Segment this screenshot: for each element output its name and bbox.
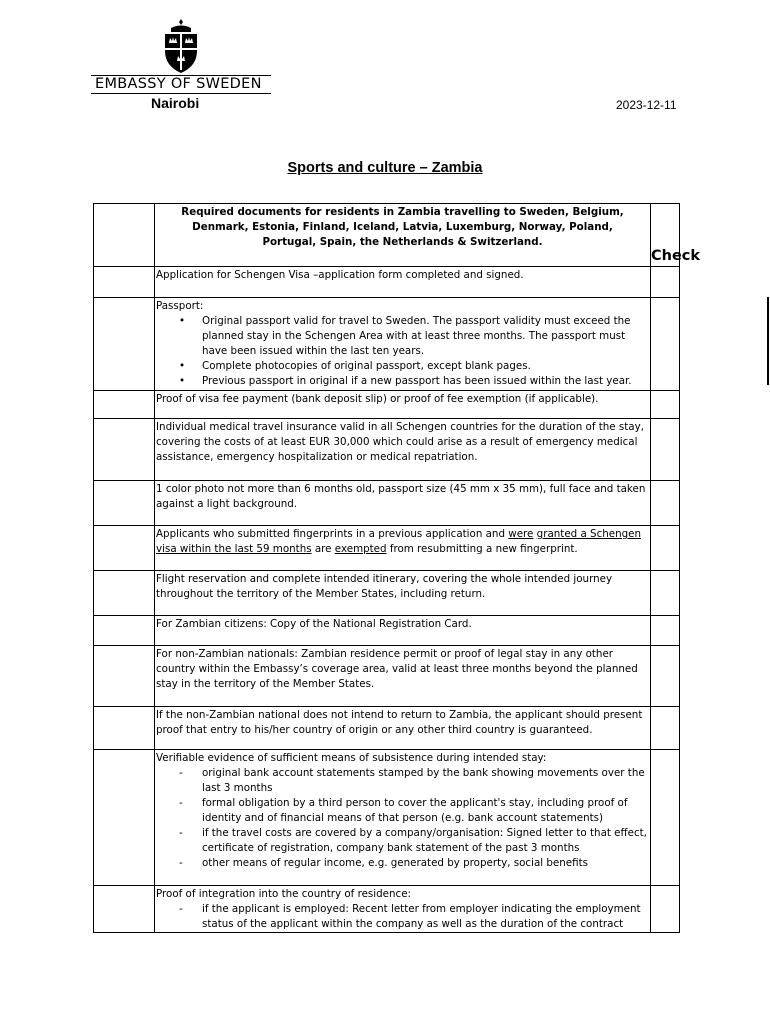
table-row [94, 571, 680, 616]
list-item: - if the applicant is employed: Recent letter from employer indicating the employment status of the applicant within the company as well as the duration of the contract [156, 902, 650, 932]
requirement-visa-fee: Proof of visa fee payment (bank deposit slip) or proof of fee exemption (if applicable). [155, 391, 651, 419]
passport-list [156, 314, 650, 389]
table-row [94, 267, 680, 298]
list-item: - if the travel costs are covered by a company/organisation: Signed letter to that effect, certificate of registration, company bank statement of the past 3 months [156, 826, 650, 856]
requirement-subsistence [155, 750, 651, 886]
list-item: • Complete photocopies of original passport, except blank pages. [156, 359, 650, 374]
requirement-fingerprints: Applicants who submitted fingerprints in a previous application and were granted a Schengen visa within the last 59 months are exempted from resubmitting a new fingerprint. [155, 526, 651, 571]
check-box[interactable] [651, 481, 680, 526]
check-box[interactable] [651, 571, 680, 616]
requirement-application-form: Application for Schengen Visa –application form completed and signed. [155, 267, 651, 298]
requirement-integration [155, 886, 651, 933]
requirement-nrc: For Zambian citizens: Copy of the National Registration Card. [155, 616, 651, 646]
table-row [94, 750, 680, 886]
letterhead-rule-bottom [91, 93, 271, 94]
subsistence-intro: Verifiable evidence of sufficient means of subsistence during intended stay: [156, 752, 547, 764]
check-box[interactable] [651, 419, 680, 481]
list-item: - formal obligation by a third person to cover the applicant's stay, including proof of identity and of financial means of that person (e.g. bank account statements) [156, 796, 650, 826]
requirement-insurance: Individual medical travel insurance valid in all Schengen countries for the duration of the stay, covering the costs of at least EUR 30,000 which could arise as a result of emergency medical assistance, emergency hospitalization or medical repatriation. [155, 419, 651, 481]
check-box[interactable] [651, 707, 680, 750]
table-row [94, 298, 680, 391]
requirements-table [93, 203, 701, 933]
table-row [94, 707, 680, 750]
table-row [94, 419, 680, 481]
table-header-text: Required documents for residents in Zambia travelling to Sweden, Belgium, Denmark, Estonia, Finland, Iceland, Latvia, Luxemburg, Norway, Poland, Portugal, Spain, the Netherlands & Switzerland. [155, 204, 651, 267]
check-box[interactable] [651, 526, 680, 571]
check-box[interactable] [651, 267, 680, 298]
document-title: Sports and culture – Zambia [287, 160, 483, 176]
requirement-return-guarantee: If the non-Zambian national does not intend to return to Zambia, the applicant should present proof that entry to his/her country of origin or any other third country is guaranteed. [155, 707, 651, 750]
requirement-residence-permit: For non-Zambian nationals: Zambian residence permit or proof of legal stay in any other country within the Embassy’s coverage area, valid at least three months beyond the planned stay in the territory of the Member States. [155, 646, 651, 707]
list-item: - other means of regular income, e.g. generated by property, social benefits [156, 856, 650, 871]
document-date: 2023-12-11 [616, 98, 677, 112]
integration-intro: Proof of integration into the country of residence: [156, 888, 412, 900]
table-row [94, 616, 680, 646]
swedish-coat-of-arms-logo [160, 18, 202, 74]
subsistence-list [156, 766, 650, 871]
embassy-city: Nairobi [151, 95, 200, 111]
table-row [94, 391, 680, 419]
check-column-header [651, 204, 701, 267]
list-item: - original bank account statements stamped by the bank showing movements over the last 3 months [156, 766, 650, 796]
check-box[interactable] [651, 750, 680, 886]
check-box[interactable] [651, 886, 680, 933]
table-row [94, 526, 680, 571]
check-label: Check [651, 248, 701, 264]
table-row [94, 481, 680, 526]
embassy-name: EMBASSY OF SWEDEN [95, 76, 262, 92]
integration-list [156, 902, 650, 932]
check-box[interactable] [651, 646, 680, 707]
requirement-flight: Flight reservation and complete intended itinerary, covering the whole intended journey throughout the territory of the Member States, including return. [155, 571, 651, 616]
requirement-photo: 1 color photo not more than 6 months old, passport size (45 mm x 35 mm), full face and taken against a light background. [155, 481, 651, 526]
table-row [94, 886, 680, 933]
check-box[interactable] [651, 616, 680, 646]
requirement-passport [155, 298, 651, 391]
list-item: • Original passport valid for travel to Sweden. The passport validity must exceed the planned stay in the Schengen Area with at least three months. The passport must have been issued within the last ten years. [156, 314, 650, 359]
table-header-row [94, 204, 680, 267]
empty-cell [94, 204, 155, 267]
list-item: • Previous passport in original if a new passport has been issued within the last year. [156, 374, 650, 389]
margin-mark [767, 297, 769, 385]
table-row [94, 646, 680, 707]
passport-intro: Passport: [156, 300, 204, 312]
check-box[interactable] [651, 391, 680, 419]
check-box[interactable] [651, 298, 680, 391]
